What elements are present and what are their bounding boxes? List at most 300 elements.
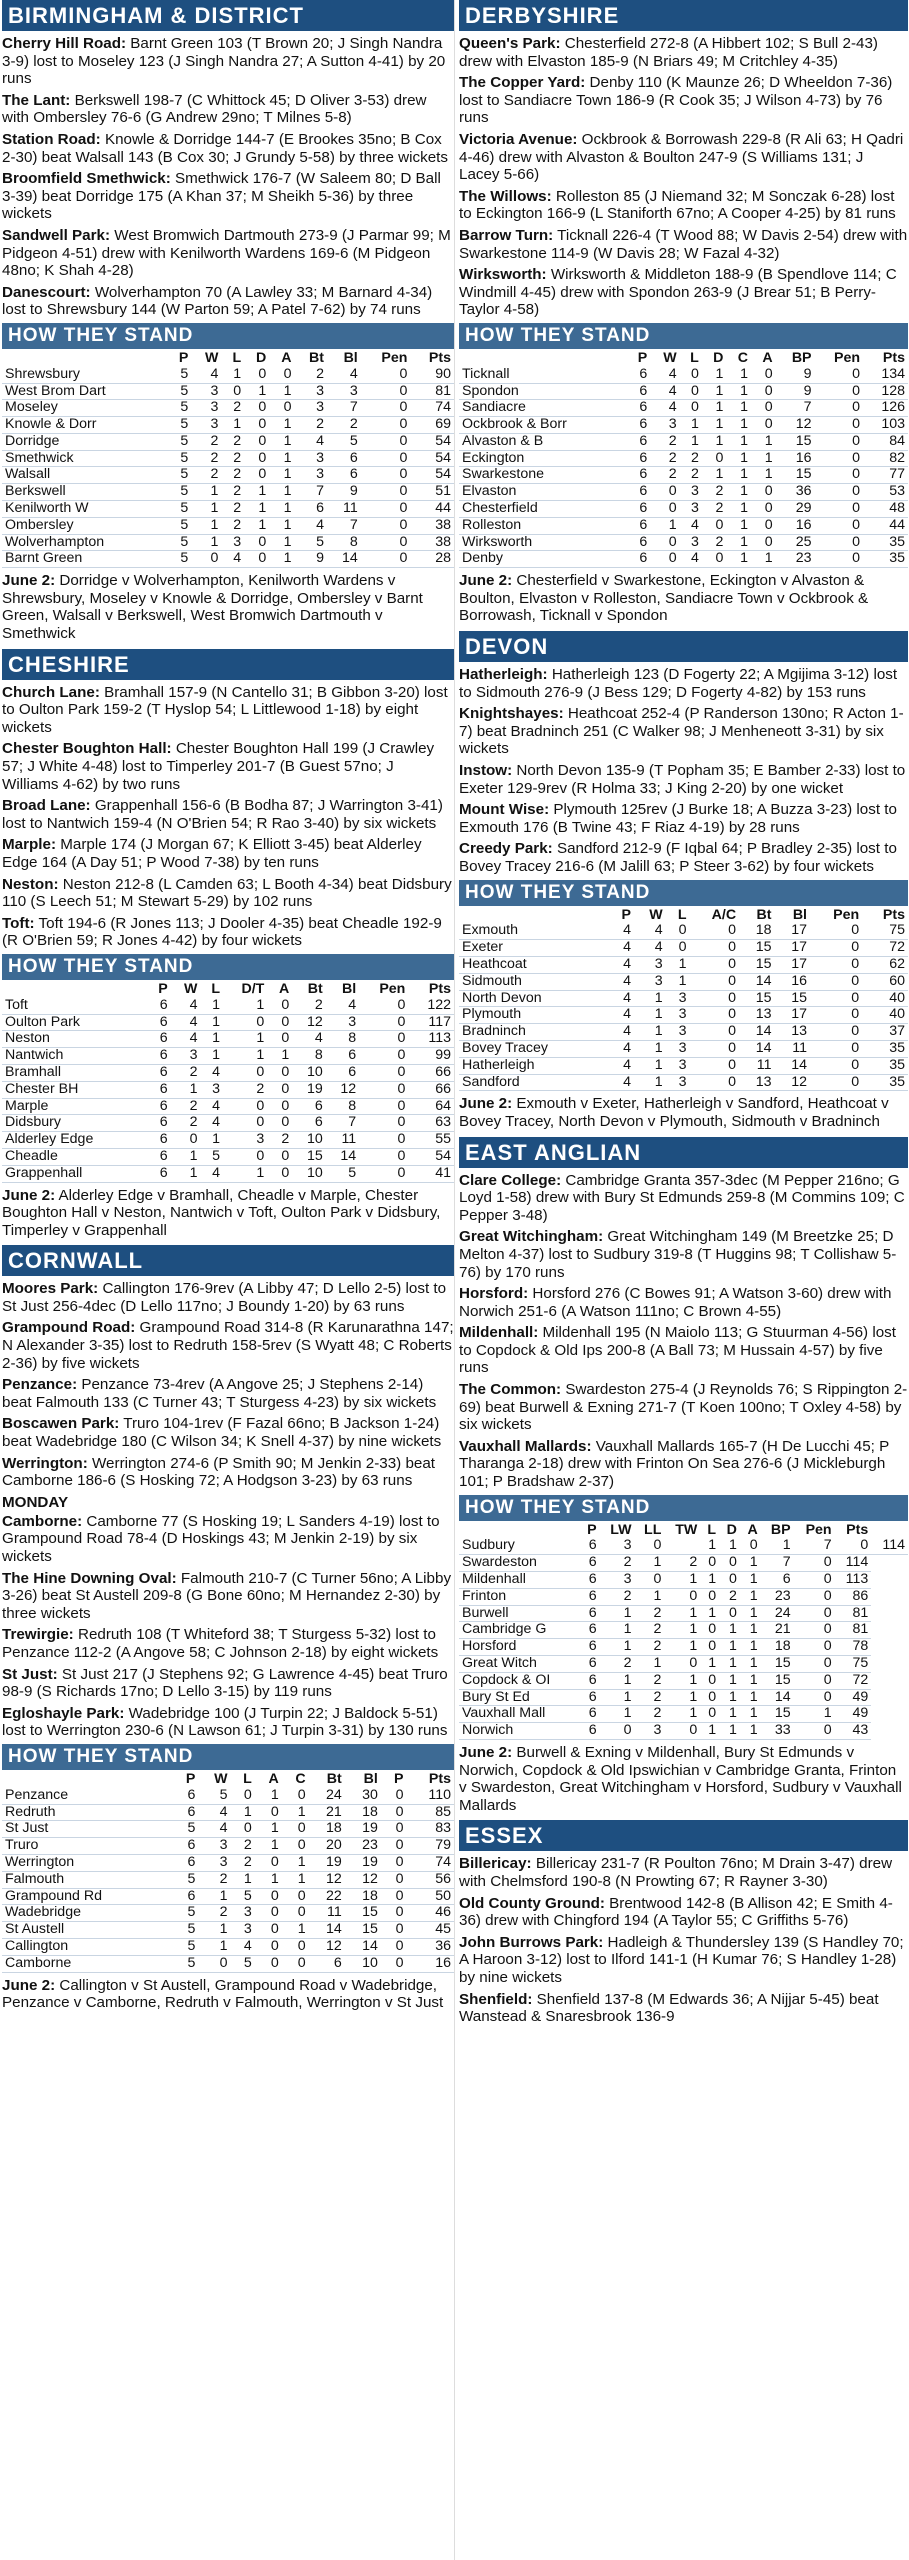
stat-cell: 1 (282, 1854, 309, 1871)
column-header: Bl (343, 349, 358, 366)
table-row (2, 467, 454, 484)
stat-cell: 1 (191, 517, 221, 534)
stat-cell: 6 (627, 484, 650, 501)
team-name: Redruth (2, 1804, 173, 1821)
stat-cell: 6 (627, 400, 650, 417)
stat-cell: 0 (361, 501, 411, 518)
stat-cell: 0 (794, 1656, 835, 1673)
stat-cell: 50 (406, 1888, 454, 1905)
match-result: Wolverhampton 70 (A Lawley 33; M Barnard 4-34) lost to Shrewsbury 144 (W Parton 59; A Patel 7-62) by 74 runs (2, 283, 433, 319)
ground-name: Wirksworth: (459, 266, 547, 284)
stat-cell: 0 (361, 383, 411, 400)
table-row (459, 534, 908, 551)
stat-cell: 4 (609, 990, 634, 1007)
stat-cell: 35 (863, 551, 908, 568)
stat-cell: 6 (580, 1672, 600, 1689)
stat-cell: 0 (689, 940, 739, 957)
team-name: Knowle & Dorr (2, 417, 167, 434)
stat-cell: 0 (751, 517, 776, 534)
stat-cell: 7 (327, 517, 361, 534)
standings-table (2, 982, 454, 1183)
stat-cell: 3 (231, 1922, 255, 1939)
match-result: Chesterfield 272-8 (A Hibbert 102; S Bull 2-43) drew with Elvaston 185-9 (N Briars 49; M Critchley 4-35) (459, 35, 878, 70)
stat-cell: 0 (359, 1048, 408, 1065)
stat-cell: 19 (309, 1854, 345, 1871)
stat-cell: 0 (359, 1115, 408, 1132)
match-result: Sandford 212-9 (F Iqbal 64; P Bradley 2-35) lost to Bovey Tracey 216-6 (M Jalill 63; P Steer 3-62) by four wickets (459, 840, 897, 875)
stat-cell: 9 (294, 551, 327, 568)
table-row (459, 1639, 908, 1656)
standings-table (2, 351, 454, 568)
standings-header-row (2, 351, 454, 367)
stat-cell: 0 (381, 1955, 407, 1972)
team-name: Ombersley (2, 517, 167, 534)
stat-cell: 16 (406, 1955, 454, 1972)
stat-cell: 1 (740, 1605, 761, 1622)
stat-cell: 1 (664, 1689, 700, 1706)
table-row (459, 484, 908, 501)
stat-cell: 0 (810, 973, 862, 990)
standings-header-row (2, 982, 454, 998)
table-row (2, 1081, 454, 1098)
match-report (2, 170, 454, 223)
team-name: Eckington (459, 450, 627, 467)
stat-cell: 0 (689, 973, 739, 990)
stat-cell: 0 (361, 467, 411, 484)
stat-cell: 86 (835, 1588, 872, 1605)
stat-cell: 0 (359, 998, 408, 1014)
stat-cell: 48 (863, 501, 908, 518)
stat-cell: 4 (171, 998, 201, 1014)
column-header: BP (791, 349, 812, 366)
match-report (459, 131, 908, 184)
stat-cell: 6 (580, 1639, 600, 1656)
stat-cell: 4 (609, 956, 634, 973)
stat-cell: 1 (726, 417, 751, 434)
stat-cell: 0 (650, 501, 679, 518)
stat-cell: 1 (635, 1555, 665, 1572)
table-row (2, 383, 454, 400)
match-result: Hadleigh & Thundersley 139 (S Handley 70; A Haroon 3-12) lost to Ilford 141-1 (H Kumar 76; S Handley 1-28) by nine wickets (459, 1933, 904, 1986)
stat-cell: 2 (635, 1706, 665, 1723)
stat-cell: 4 (634, 940, 666, 957)
stat-cell: 0 (751, 534, 776, 551)
stat-cell: 2 (635, 1639, 665, 1656)
table-row (459, 1605, 908, 1622)
stat-cell: 5 (167, 367, 191, 383)
match-report (2, 1455, 454, 1490)
stat-cell: 6 (326, 1048, 359, 1065)
column-header: P (587, 1521, 597, 1538)
column-header: W (214, 1770, 228, 1787)
stat-cell: 25 (776, 534, 815, 551)
stat-cell: 6 (627, 383, 650, 400)
table-row (2, 1031, 454, 1048)
team-name: Exeter (459, 940, 609, 957)
stat-cell: 0 (794, 1689, 835, 1706)
ground-name: Instow: (459, 762, 513, 780)
stat-cell: 1 (700, 1605, 719, 1622)
stat-cell: 2 (221, 467, 244, 484)
league-section-cheshire (2, 649, 454, 1240)
column-header: W (184, 980, 198, 997)
fixtures-list: Exmouth v Exeter, Hatherleigh v Sandford, Heathcoat v Bovey Tracey, North Devon v Plymouth, Sidmouth v Bradninch (459, 1095, 889, 1130)
stat-cell: 0 (815, 517, 863, 534)
team-name: Barnt Green (2, 551, 167, 568)
column-header: Pts (428, 1770, 451, 1787)
table-row (459, 1024, 908, 1041)
stat-cell: 1 (700, 1656, 719, 1673)
match-report (2, 284, 454, 319)
stat-cell: 77 (863, 467, 908, 484)
ground-name: Chester Boughton Hall: (2, 740, 172, 758)
stat-cell: 19 (292, 1081, 325, 1098)
stat-cell: 5 (173, 1821, 199, 1838)
stat-cell: 1 (761, 1538, 794, 1554)
stat-cell: 0 (267, 1031, 292, 1048)
team-name: Rolleston (459, 517, 627, 534)
stat-cell: 0 (244, 400, 269, 417)
standings-title: HOW THEY STAND (459, 1495, 908, 1521)
stat-cell: 0 (810, 940, 862, 957)
standings-header-row (459, 351, 908, 367)
match-report (459, 840, 908, 875)
stat-cell: 0 (700, 1672, 719, 1689)
stat-cell: 54 (410, 467, 454, 484)
stat-cell: 4 (191, 367, 221, 383)
stat-cell: 0 (359, 1165, 408, 1182)
stat-cell: 17 (775, 956, 810, 973)
stat-cell: 1 (680, 417, 702, 434)
standings-title: HOW THEY STAND (2, 954, 454, 980)
stat-cell: 2 (292, 998, 325, 1014)
stat-cell: 0 (702, 517, 727, 534)
stat-cell: 122 (408, 998, 454, 1014)
column-header: C (295, 1770, 306, 1787)
team-name: Denby (459, 551, 627, 568)
team-name: Wadebridge (2, 1905, 173, 1922)
stat-cell: 0 (359, 1081, 408, 1098)
stat-cell: 12 (326, 1081, 359, 1098)
stat-cell: 30 (345, 1788, 381, 1804)
stat-cell: 5 (167, 534, 191, 551)
stat-cell: 4 (609, 1057, 634, 1074)
ground-name: St Just: (2, 1665, 58, 1683)
stat-cell: 60 (862, 973, 908, 990)
stat-cell: 2 (702, 484, 727, 501)
stat-cell: 1 (726, 551, 751, 568)
stat-cell: 0 (815, 400, 863, 417)
table-row (459, 973, 908, 990)
stat-cell: 1 (223, 1165, 267, 1182)
stat-cell: 6 (580, 1572, 600, 1589)
stat-cell: 1 (719, 1639, 740, 1656)
stat-cell: 1 (664, 1605, 700, 1622)
table-row (2, 1014, 454, 1031)
stat-cell: 0 (223, 1064, 267, 1081)
stat-cell: 0 (359, 1098, 408, 1115)
ground-name: Camborne: (2, 1512, 83, 1530)
ground-name: Broomfield Smethwick: (2, 170, 171, 188)
stat-cell: 6 (294, 501, 327, 518)
stat-cell: 1 (600, 1639, 635, 1656)
stat-cell: 1 (223, 998, 267, 1014)
stat-cell: 11 (327, 501, 361, 518)
stat-cell: 1 (726, 484, 751, 501)
match-result: Callington 176-9rev (A Libby 47; D Lello 2-5) lost to St Just 256-4dec (D Lello 117no; J Boundy 1-20) by 63 runs (2, 1280, 447, 1315)
stat-cell: 0 (381, 1788, 407, 1804)
column-header: Pts (846, 1521, 869, 1538)
stat-cell: 38 (410, 517, 454, 534)
stat-cell: 6 (627, 450, 650, 467)
stat-cell: 1 (269, 433, 294, 450)
team-name: Shrewsbury (2, 367, 167, 383)
team-name: Great Witch (459, 1656, 580, 1673)
stat-cell: 40 (862, 990, 908, 1007)
stat-cell: 6 (627, 534, 650, 551)
stat-cell: 1 (751, 433, 776, 450)
stat-cell: 22 (309, 1888, 345, 1905)
stat-cell: 1 (740, 1588, 761, 1605)
match-result: Great Witchingham 149 (M Breetzke 25; D Melton 4-37) lost to Sudbury 319-8 (T Huggins 98; T Collishaw 5-76) by 170 runs (459, 1228, 897, 1281)
stat-cell: 1 (198, 1938, 230, 1955)
upcoming-fixtures (459, 1744, 908, 1814)
league-section-east-anglian (459, 1137, 908, 1815)
match-report (2, 1570, 454, 1623)
stat-cell: 1 (634, 1074, 666, 1091)
match-result: Bramhall 157-9 (N Cantello 31; B Gibbon 3-20) lost to Oulton Park 159-2 (T Hyslop 54; L Littlewood 1-18) by eight wickets (2, 683, 448, 736)
stat-cell: 4 (198, 1821, 230, 1838)
match-result: Knowle & Dorridge 144-7 (E Brookes 35no; B Cox 2-30) beat Walsall 143 (B Cox 30; J Grundy 5-58) by three wickets (2, 130, 448, 166)
match-result: Plymouth 125rev (J Burke 18; A Buzza 3-23) lost to Exmouth 176 (B Twine 43; F Riaz 4-19) by 28 runs (459, 801, 897, 836)
stat-cell: 14 (739, 1040, 774, 1057)
stat-cell: 0 (664, 1588, 700, 1605)
match-result: Rolleston 85 (J Niemand 32; M Sonczak 6-28) lost to Eckington 166-9 (L Staniforth 67no; A Cooper 4-25) by 81 runs (459, 187, 896, 223)
stat-cell: 0 (381, 1854, 407, 1871)
stat-cell: 15 (739, 990, 774, 1007)
stat-cell: 0 (231, 1821, 255, 1838)
stat-cell: 0 (666, 923, 690, 939)
stat-cell: 44 (863, 517, 908, 534)
stat-cell: 6 (147, 1115, 171, 1132)
table-row (459, 1074, 908, 1091)
table-row (2, 1871, 454, 1888)
match-report (459, 1228, 908, 1281)
stat-cell: 72 (835, 1672, 872, 1689)
stat-cell: 0 (223, 1014, 267, 1031)
ground-name: Victoria Avenue: (459, 130, 578, 148)
stat-cell: 1 (282, 1922, 309, 1939)
league-section-essex (459, 1820, 908, 2025)
table-row (2, 1064, 454, 1081)
column-header: Pen (805, 1521, 832, 1538)
column-header (2, 982, 147, 998)
stat-cell: 3 (666, 1007, 690, 1024)
team-name: Mildenhall (459, 1572, 580, 1589)
stat-cell: 1 (719, 1656, 740, 1673)
stat-cell: 0 (255, 1804, 282, 1821)
stat-cell: 0 (794, 1723, 835, 1740)
team-name: Alvaston & B (459, 433, 627, 450)
stat-cell: 6 (147, 998, 171, 1014)
stat-cell: 0 (223, 1098, 267, 1115)
team-name: Wolverhampton (2, 534, 167, 551)
fixtures-date: June 2: (459, 1743, 513, 1761)
stat-cell: 12 (775, 1074, 810, 1091)
match-result: Cambridge Granta 357-3dec (M Pepper 216no; G Loyd 1-58) drew with Bury St Edmunds 259-8 (M Commins 109; C Pepper 3-48) (459, 1171, 905, 1224)
team-name: Sandford (459, 1074, 609, 1091)
column-header: P (185, 1770, 196, 1787)
stat-cell: 0 (815, 383, 863, 400)
stat-cell: 4 (650, 367, 679, 383)
stat-cell: 0 (702, 450, 727, 467)
column-header: Bt (309, 349, 324, 366)
stat-cell: 4 (231, 1938, 255, 1955)
column-header: D (256, 349, 267, 366)
stat-cell: 4 (650, 383, 679, 400)
match-report (459, 1172, 908, 1225)
stat-cell: 2 (221, 433, 244, 450)
stat-cell: 74 (406, 1854, 454, 1871)
stat-cell: 99 (408, 1048, 454, 1065)
stat-cell: 2 (635, 1622, 665, 1639)
stat-cell: 2 (221, 450, 244, 467)
stat-cell: 1 (664, 1672, 700, 1689)
match-result: Truro 104-1rev (F Fazal 66no; B Jackson 1-24) beat Wadebridge 180 (C Wilson 34; K Snell 4-37) by nine wickets (2, 1415, 442, 1451)
stat-cell: 5 (167, 450, 191, 467)
stat-cell: 21 (309, 1804, 345, 1821)
stat-cell: 35 (862, 1074, 908, 1091)
stat-cell: 18 (309, 1821, 345, 1838)
stat-cell: 6 (580, 1622, 600, 1639)
stat-cell: 9 (327, 484, 361, 501)
stat-cell: 2 (294, 367, 327, 383)
stat-cell: 0 (664, 1656, 700, 1673)
team-name: Copdock & OI (459, 1672, 580, 1689)
stat-cell: 1 (282, 1871, 309, 1888)
stat-cell: 3 (600, 1538, 635, 1554)
stat-cell: 2 (267, 1132, 292, 1149)
team-name: Berkswell (2, 484, 167, 501)
table-row (459, 433, 908, 450)
team-name: Cambridge G (459, 1622, 580, 1639)
stat-cell: 0 (359, 1148, 408, 1165)
stat-cell: 13 (775, 1024, 810, 1041)
stat-cell: 0 (381, 1922, 407, 1939)
stat-cell: 4 (680, 517, 702, 534)
stat-cell: 4 (609, 1074, 634, 1091)
stat-cell: 0 (361, 551, 411, 568)
fixtures-list: Callington v St Austell, Grampound Road v Wadebridge, Penzance v Camborne, Redruth v Falmouth, Werrington v St Just (2, 1976, 444, 2012)
stat-cell: 16 (775, 973, 810, 990)
stat-cell: 1 (726, 450, 751, 467)
fixtures-list: Burwell & Exning v Mildenhall, Bury St Edmunds v Norwich, Copdock & Old Ipswichian v Cambridge Granta, Frinton v Swardeston, Great Witchingham v Horsford, Sudbury v Vauxhall Mallards (459, 1743, 902, 1814)
stat-cell: 1 (269, 467, 294, 484)
stat-cell: 6 (173, 1854, 199, 1871)
stat-cell: 5 (173, 1871, 199, 1888)
stat-cell: 3 (294, 383, 327, 400)
fixtures-date: June 2: (2, 1186, 56, 1204)
stat-cell: 1 (269, 417, 294, 434)
column-header: W (204, 349, 219, 366)
stat-cell: 5 (173, 1955, 199, 1972)
ground-name: The Common: (459, 1381, 562, 1399)
stat-cell: 12 (345, 1871, 381, 1888)
stat-cell: 51 (410, 484, 454, 501)
stat-cell: 37 (862, 1024, 908, 1041)
stat-cell: 2 (221, 501, 244, 518)
column-header: A (762, 349, 773, 366)
standings-table (459, 351, 908, 568)
stat-cell: 21 (761, 1622, 794, 1639)
stat-cell: 2 (650, 433, 679, 450)
stat-cell: 4 (200, 1115, 223, 1132)
upcoming-fixtures (459, 1095, 908, 1130)
stat-cell: 2 (221, 484, 244, 501)
team-name: Norwich (459, 1723, 580, 1740)
stat-cell: 15 (776, 467, 815, 484)
stat-cell: 17 (775, 1007, 810, 1024)
stat-cell: 15 (345, 1905, 381, 1922)
stat-cell: 113 (408, 1031, 454, 1048)
stat-cell: 4 (609, 940, 634, 957)
stat-cell: 2 (600, 1588, 635, 1605)
stat-cell: 69 (410, 417, 454, 434)
stat-cell: 1 (751, 551, 776, 568)
match-report (459, 1895, 908, 1930)
stat-cell: 0 (700, 1689, 719, 1706)
stat-cell: 15 (739, 956, 774, 973)
stat-cell: 5 (200, 1148, 223, 1165)
team-name: Truro (2, 1838, 173, 1855)
ground-name: Mount Wise: (459, 801, 550, 819)
ground-name: Egloshayle Park: (2, 1704, 125, 1722)
stat-cell: 11 (326, 1132, 359, 1149)
stat-cell: 1 (726, 433, 751, 450)
stat-cell: 3 (200, 1081, 223, 1098)
stat-cell: 36 (776, 484, 815, 501)
match-result: West Bromwich Dartmouth 273-9 (J Parmar 99; M Pidgeon 4-51) drew with Kenilworth Wardens 169-6 (M Pidgeon 48no; K Shah 4-28) (2, 226, 451, 280)
stat-cell: 3 (294, 400, 327, 417)
stat-cell: 1 (702, 433, 727, 450)
stat-cell: 3 (326, 1014, 359, 1031)
match-report (2, 1626, 454, 1661)
match-result: Horsford 276 (C Bowes 91; A Watson 3-60) drew with Norwich 251-6 (A Watson 111no; C Brown 4-55) (459, 1285, 892, 1320)
team-name: St Austell (2, 1922, 173, 1939)
column-header: Pts (882, 349, 905, 366)
table-row (459, 417, 908, 434)
standings-title: HOW THEY STAND (459, 323, 908, 349)
stat-cell: 15 (776, 433, 815, 450)
stat-cell: 81 (835, 1622, 872, 1639)
match-result: Falmouth 210-7 (C Turner 56no; A Libby 3-26) beat St Austell 209-8 (G Bone 60no; M Hernandez 2-30) by three wickets (2, 1569, 452, 1622)
stat-cell: 53 (863, 484, 908, 501)
table-row (2, 998, 454, 1014)
column-header: L (690, 349, 699, 366)
stat-cell: 54 (410, 450, 454, 467)
column-header: Bl (341, 980, 357, 997)
stat-cell: 1 (269, 484, 294, 501)
ground-name: Toft: (2, 914, 35, 932)
column-header: W (663, 349, 677, 366)
stat-cell: 4 (609, 1040, 634, 1057)
team-name: Moseley (2, 400, 167, 417)
table-row (2, 517, 454, 534)
stat-cell: 7 (294, 484, 327, 501)
stat-cell: 1 (634, 1040, 666, 1057)
stat-cell: 1 (171, 1165, 201, 1182)
stat-cell: 0 (815, 433, 863, 450)
